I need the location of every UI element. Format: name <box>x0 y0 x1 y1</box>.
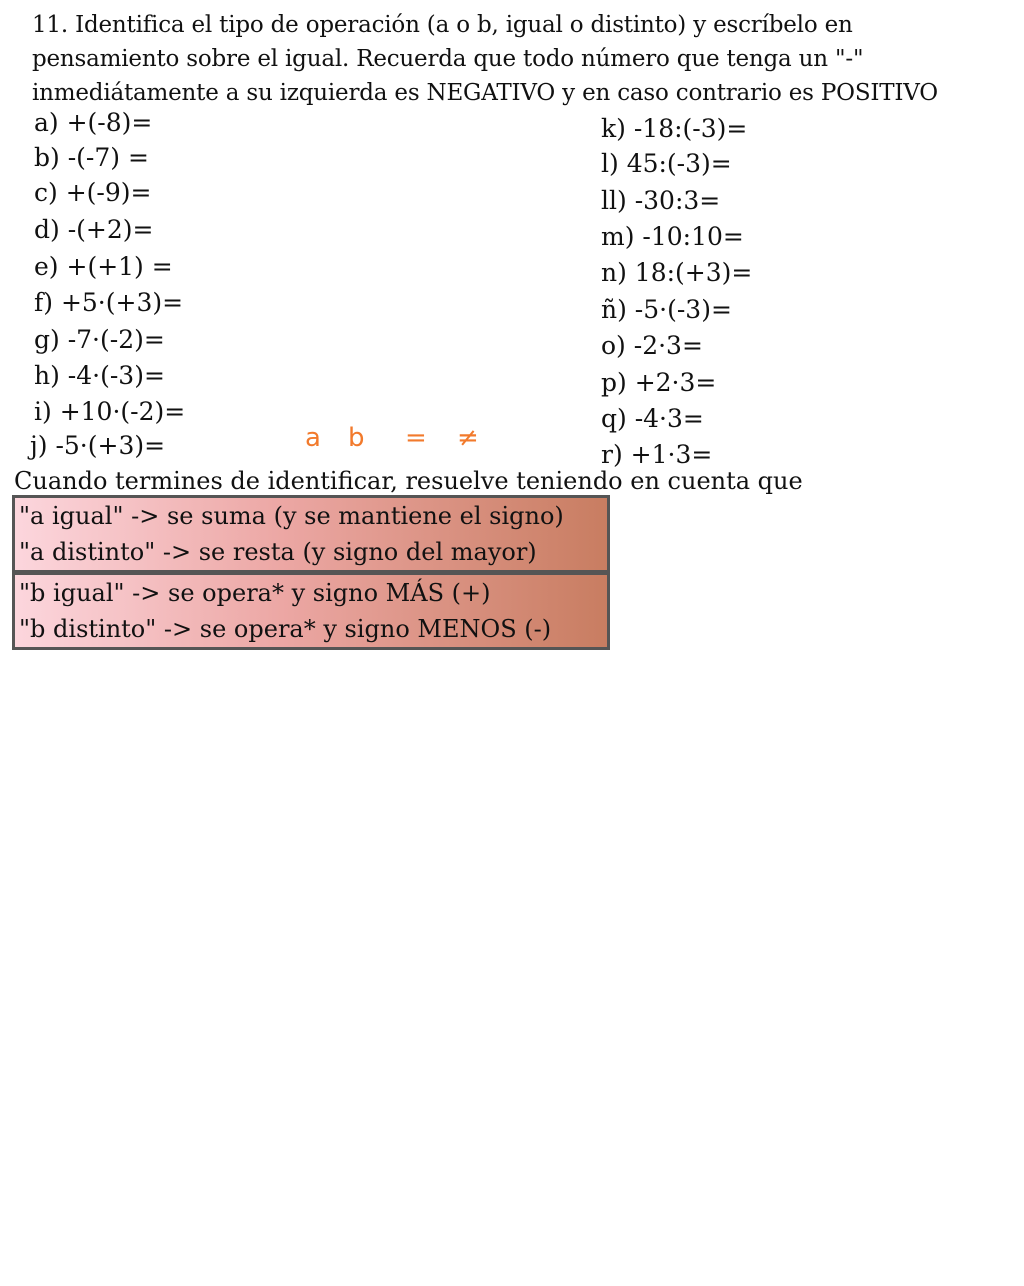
exercise-item-c: c) +(-9)= <box>34 178 152 207</box>
exercise-item-o: o) -2·3= <box>601 331 703 360</box>
exercise-item-m: m) -10:10= <box>601 222 744 251</box>
exercise-item-ll: ll) -30:3= <box>601 186 721 215</box>
exercise-item-q: q) -4·3= <box>601 404 704 433</box>
rule-a-equal: "a igual" -> se suma (y se mantiene el signo) <box>19 502 564 530</box>
hint-label-a: a <box>305 423 321 453</box>
rule-box-b <box>12 572 610 650</box>
instruction-line: inmediátamente a su izquierda es NEGATIVO y en caso contrario es POSITIVO <box>32 80 938 106</box>
rule-box-a <box>12 495 610 573</box>
hint-label-not-equal: ≠ <box>457 423 479 453</box>
exercise-item-l: l) 45:(-3)= <box>601 149 732 178</box>
exercise-item-enye: ñ) -5·(-3)= <box>601 295 732 324</box>
hint-label-b: b <box>348 423 365 453</box>
exercise-item-h: h) -4·(-3)= <box>34 361 165 390</box>
exercise-item-r: r) +1·3= <box>601 440 713 469</box>
exercise-instructions <box>32 8 1012 110</box>
exercise-item-i: i) +10·(-2)= <box>34 397 186 426</box>
exercise-item-n: n) 18:(+3)= <box>601 258 753 287</box>
exercise-item-p: p) +2·3= <box>601 368 717 397</box>
exercise-item-j: j) -5·(+3)= <box>30 431 166 460</box>
exercise-item-e: e) +(+1) = <box>34 252 173 281</box>
exercise-item-g: g) -7·(-2)= <box>34 325 165 354</box>
rule-b-equal: "b igual" -> se opera* y signo MÁS (+) <box>19 579 491 607</box>
hint-label-equal: = <box>405 423 427 453</box>
closing-instruction: Cuando termines de identificar, resuelve teniendo en cuenta que <box>14 467 803 495</box>
exercise-item-f: f) +5·(+3)= <box>34 288 184 317</box>
instruction-line: pensamiento sobre el igual. Recuerda que todo número que tenga un "-" <box>32 46 864 72</box>
exercise-item-d: d) -(+2)= <box>34 215 154 244</box>
exercise-item-a: a) +(-8)= <box>34 108 153 137</box>
exercise-item-b: b) -(-7) = <box>34 143 149 172</box>
instruction-line: 11. Identifica el tipo de operación (a o b, igual o distinto) y escríbelo en <box>32 12 853 38</box>
rule-a-different: "a distinto" -> se resta (y signo del mayor) <box>19 538 537 566</box>
rule-b-different: "b distinto" -> se opera* y signo MENOS (-) <box>19 615 552 643</box>
exercise-item-k: k) -18:(-3)= <box>601 114 748 143</box>
